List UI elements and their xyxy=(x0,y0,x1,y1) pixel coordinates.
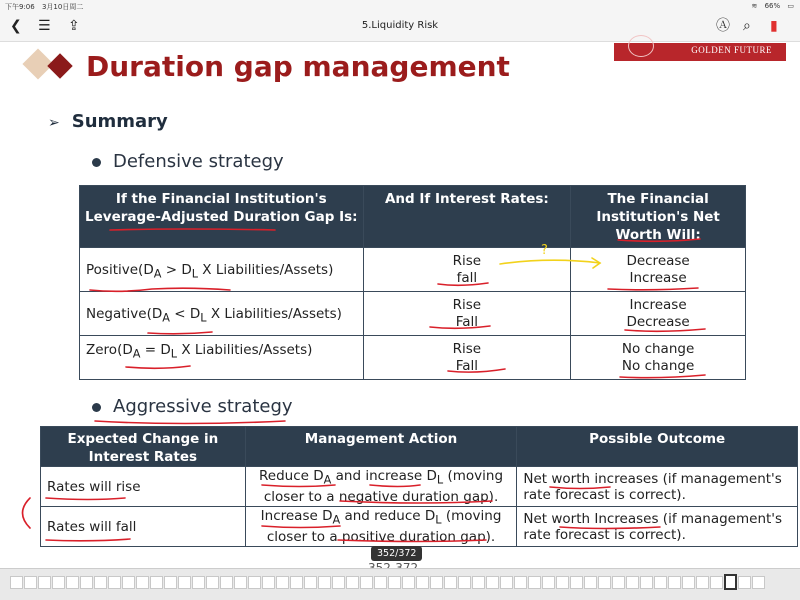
outcome-cell: Net worth increases (if management's rate forecast is correct). xyxy=(517,467,798,507)
ink-question-mark: ? xyxy=(541,243,548,258)
list-icon[interactable]: ☰ xyxy=(38,18,51,34)
ink-bracket xyxy=(23,498,31,528)
page-thumbnail[interactable] xyxy=(206,576,219,589)
page-thumbnail[interactable] xyxy=(458,576,471,589)
page-thumbnail[interactable] xyxy=(94,576,107,589)
page-thumbnail[interactable] xyxy=(122,576,135,589)
page-thumbnail-strip[interactable] xyxy=(0,568,800,600)
seal-icon xyxy=(628,35,654,57)
page-thumbnail[interactable] xyxy=(402,576,415,589)
page-thumbnail[interactable] xyxy=(514,576,527,589)
page-thumbnail[interactable] xyxy=(584,576,597,589)
markup-pen-icon[interactable]: Ⓐ xyxy=(716,18,730,34)
header-duration-gap: If the Financial Institution's Leverage-Adjusted Duration Gap Is: xyxy=(80,186,364,248)
header-interest-rates: And If Interest Rates: xyxy=(363,186,571,248)
page-thumbnail[interactable] xyxy=(444,576,457,589)
page-thumbnail[interactable] xyxy=(738,576,751,589)
page-thumbnail[interactable] xyxy=(346,576,359,589)
page-thumbnail[interactable] xyxy=(486,576,499,589)
worth-cell: No change No change xyxy=(571,336,746,380)
expected-cell: Rates will rise xyxy=(41,467,246,507)
page-thumbnail[interactable] xyxy=(164,576,177,589)
logo-text: GOLDEN FUTURE xyxy=(691,45,772,55)
battery-icon: ▭ xyxy=(787,2,794,10)
page-thumbnail[interactable] xyxy=(10,576,23,589)
page-thumbnail[interactable] xyxy=(24,576,37,589)
table-row xyxy=(80,336,746,380)
page-thumbnail[interactable] xyxy=(612,576,625,589)
bookmark-icon[interactable]: ▮ xyxy=(770,18,778,34)
battery-level: 66% xyxy=(764,2,781,10)
page-thumbnail[interactable] xyxy=(654,576,667,589)
summary-heading xyxy=(48,111,168,132)
page-thumbnail[interactable] xyxy=(542,576,555,589)
header-possible-outcome: Possible Outcome xyxy=(517,427,798,467)
page-thumbnail[interactable] xyxy=(332,576,345,589)
page-thumbnail[interactable] xyxy=(416,576,429,589)
back-chevron-icon[interactable]: ❮ xyxy=(10,18,22,34)
slide-title: Duration gap management xyxy=(86,50,510,83)
gap-cell: $Negative(D_A < D_L$ X Liabilities/Assets) xyxy=(80,292,364,336)
nav-bar xyxy=(0,12,800,42)
rates-cell: Rise Fall xyxy=(363,292,571,336)
header-net-worth: The Financial Institution's Net Worth Will: xyxy=(571,186,746,248)
page-thumbnail[interactable] xyxy=(528,576,541,589)
page-thumbnail[interactable] xyxy=(682,576,695,589)
arrow-bullet-icon: ➢ xyxy=(48,115,60,131)
page-thumbnail[interactable] xyxy=(150,576,163,589)
page-thumbnail[interactable] xyxy=(752,576,765,589)
page-thumbnail[interactable] xyxy=(304,576,317,589)
thumbnail-row[interactable] xyxy=(10,576,766,590)
page-thumbnail[interactable] xyxy=(626,576,639,589)
page-thumbnail[interactable] xyxy=(80,576,93,589)
worth-cell: Decrease Increase xyxy=(571,248,746,292)
page-thumbnail[interactable] xyxy=(262,576,275,589)
page-thumbnail[interactable] xyxy=(192,576,205,589)
share-icon[interactable]: ⇪ xyxy=(68,18,80,34)
aggressive-strategy-table xyxy=(40,426,798,547)
page-thumbnail[interactable] xyxy=(696,576,709,589)
table-row xyxy=(41,507,798,547)
page-thumbnail[interactable] xyxy=(178,576,191,589)
page-thumbnail[interactable] xyxy=(710,576,723,589)
outcome-cell: Net worth Increases (if management's rate forecast is correct). xyxy=(517,507,798,547)
table-row xyxy=(41,467,798,507)
page-thumbnail[interactable] xyxy=(234,576,247,589)
rates-cell: Rise Fall xyxy=(363,336,571,380)
page-thumbnail[interactable] xyxy=(276,576,289,589)
wifi-icon: ≋ xyxy=(751,2,758,10)
summary-text: Summary xyxy=(71,111,168,132)
slide-page xyxy=(0,43,800,568)
search-icon[interactable]: ⌕ xyxy=(743,18,751,34)
status-date: 3月10日周二 xyxy=(41,3,84,11)
page-thumbnail[interactable] xyxy=(472,576,485,589)
gap-cell: $Positive(D_A > D_L$ X Liabilities/Assets) xyxy=(80,248,364,292)
action-cell: Increase $D_A$ and reduce $D_L$ (moving closer to a positive duration gap). xyxy=(245,507,517,547)
page-thumbnail[interactable] xyxy=(66,576,79,589)
header-expected-change: Expected Change in Interest Rates xyxy=(41,427,246,467)
aggressive-text: Aggressive strategy xyxy=(113,396,293,417)
page-thumbnail[interactable] xyxy=(290,576,303,589)
page-thumbnail[interactable] xyxy=(388,576,401,589)
page-thumbnail[interactable] xyxy=(556,576,569,589)
page-thumbnail[interactable] xyxy=(598,576,611,589)
document-title: 5.Liquidity Risk xyxy=(361,20,439,31)
expected-cell: Rates will fall xyxy=(41,507,246,547)
bullet-dot-icon xyxy=(92,403,101,412)
action-cell: Reduce $D_A$ and increase $D_L$ (moving closer to a negative duration gap). xyxy=(245,467,517,507)
page-thumbnail[interactable] xyxy=(640,576,653,589)
page-thumbnail[interactable] xyxy=(318,576,331,589)
table-row xyxy=(80,248,746,292)
university-logo xyxy=(614,43,786,61)
table-header-row xyxy=(41,427,798,467)
page-thumbnail[interactable] xyxy=(570,576,583,589)
page-thumbnail[interactable] xyxy=(136,576,149,589)
header-management-action: Management Action xyxy=(245,427,517,467)
defensive-strategy-table xyxy=(79,185,746,380)
page-thumbnail[interactable] xyxy=(248,576,261,589)
bullet-dot-icon xyxy=(92,158,101,167)
aggressive-heading xyxy=(92,396,293,417)
page-thumbnail[interactable] xyxy=(52,576,65,589)
page-thumbnail[interactable] xyxy=(374,576,387,589)
defensive-text: Defensive strategy xyxy=(113,151,284,172)
status-time: 下午9:06 xyxy=(5,3,35,11)
table-header-row xyxy=(80,186,746,248)
page-thumbnail[interactable] xyxy=(38,576,51,589)
ink-underline xyxy=(95,421,285,424)
gap-cell: $Zero(D_A = D_L$ X Liabilities/Assets) xyxy=(80,336,364,380)
page-thumbnail[interactable] xyxy=(360,576,373,589)
status-bar xyxy=(0,0,800,12)
decor-diamond-dark xyxy=(47,53,72,78)
table-row xyxy=(80,292,746,336)
worth-cell: Increase Decrease xyxy=(571,292,746,336)
page-thumbnail[interactable] xyxy=(430,576,443,589)
page-indicator: 352/372 xyxy=(371,546,422,561)
page-thumbnail[interactable] xyxy=(668,576,681,589)
defensive-heading xyxy=(92,151,284,172)
page-thumbnail[interactable] xyxy=(108,576,121,589)
page-thumbnail[interactable] xyxy=(220,576,233,589)
rates-cell: Rise fall xyxy=(363,248,571,292)
page-thumbnail[interactable] xyxy=(500,576,513,589)
page-thumbnail[interactable] xyxy=(724,574,737,590)
